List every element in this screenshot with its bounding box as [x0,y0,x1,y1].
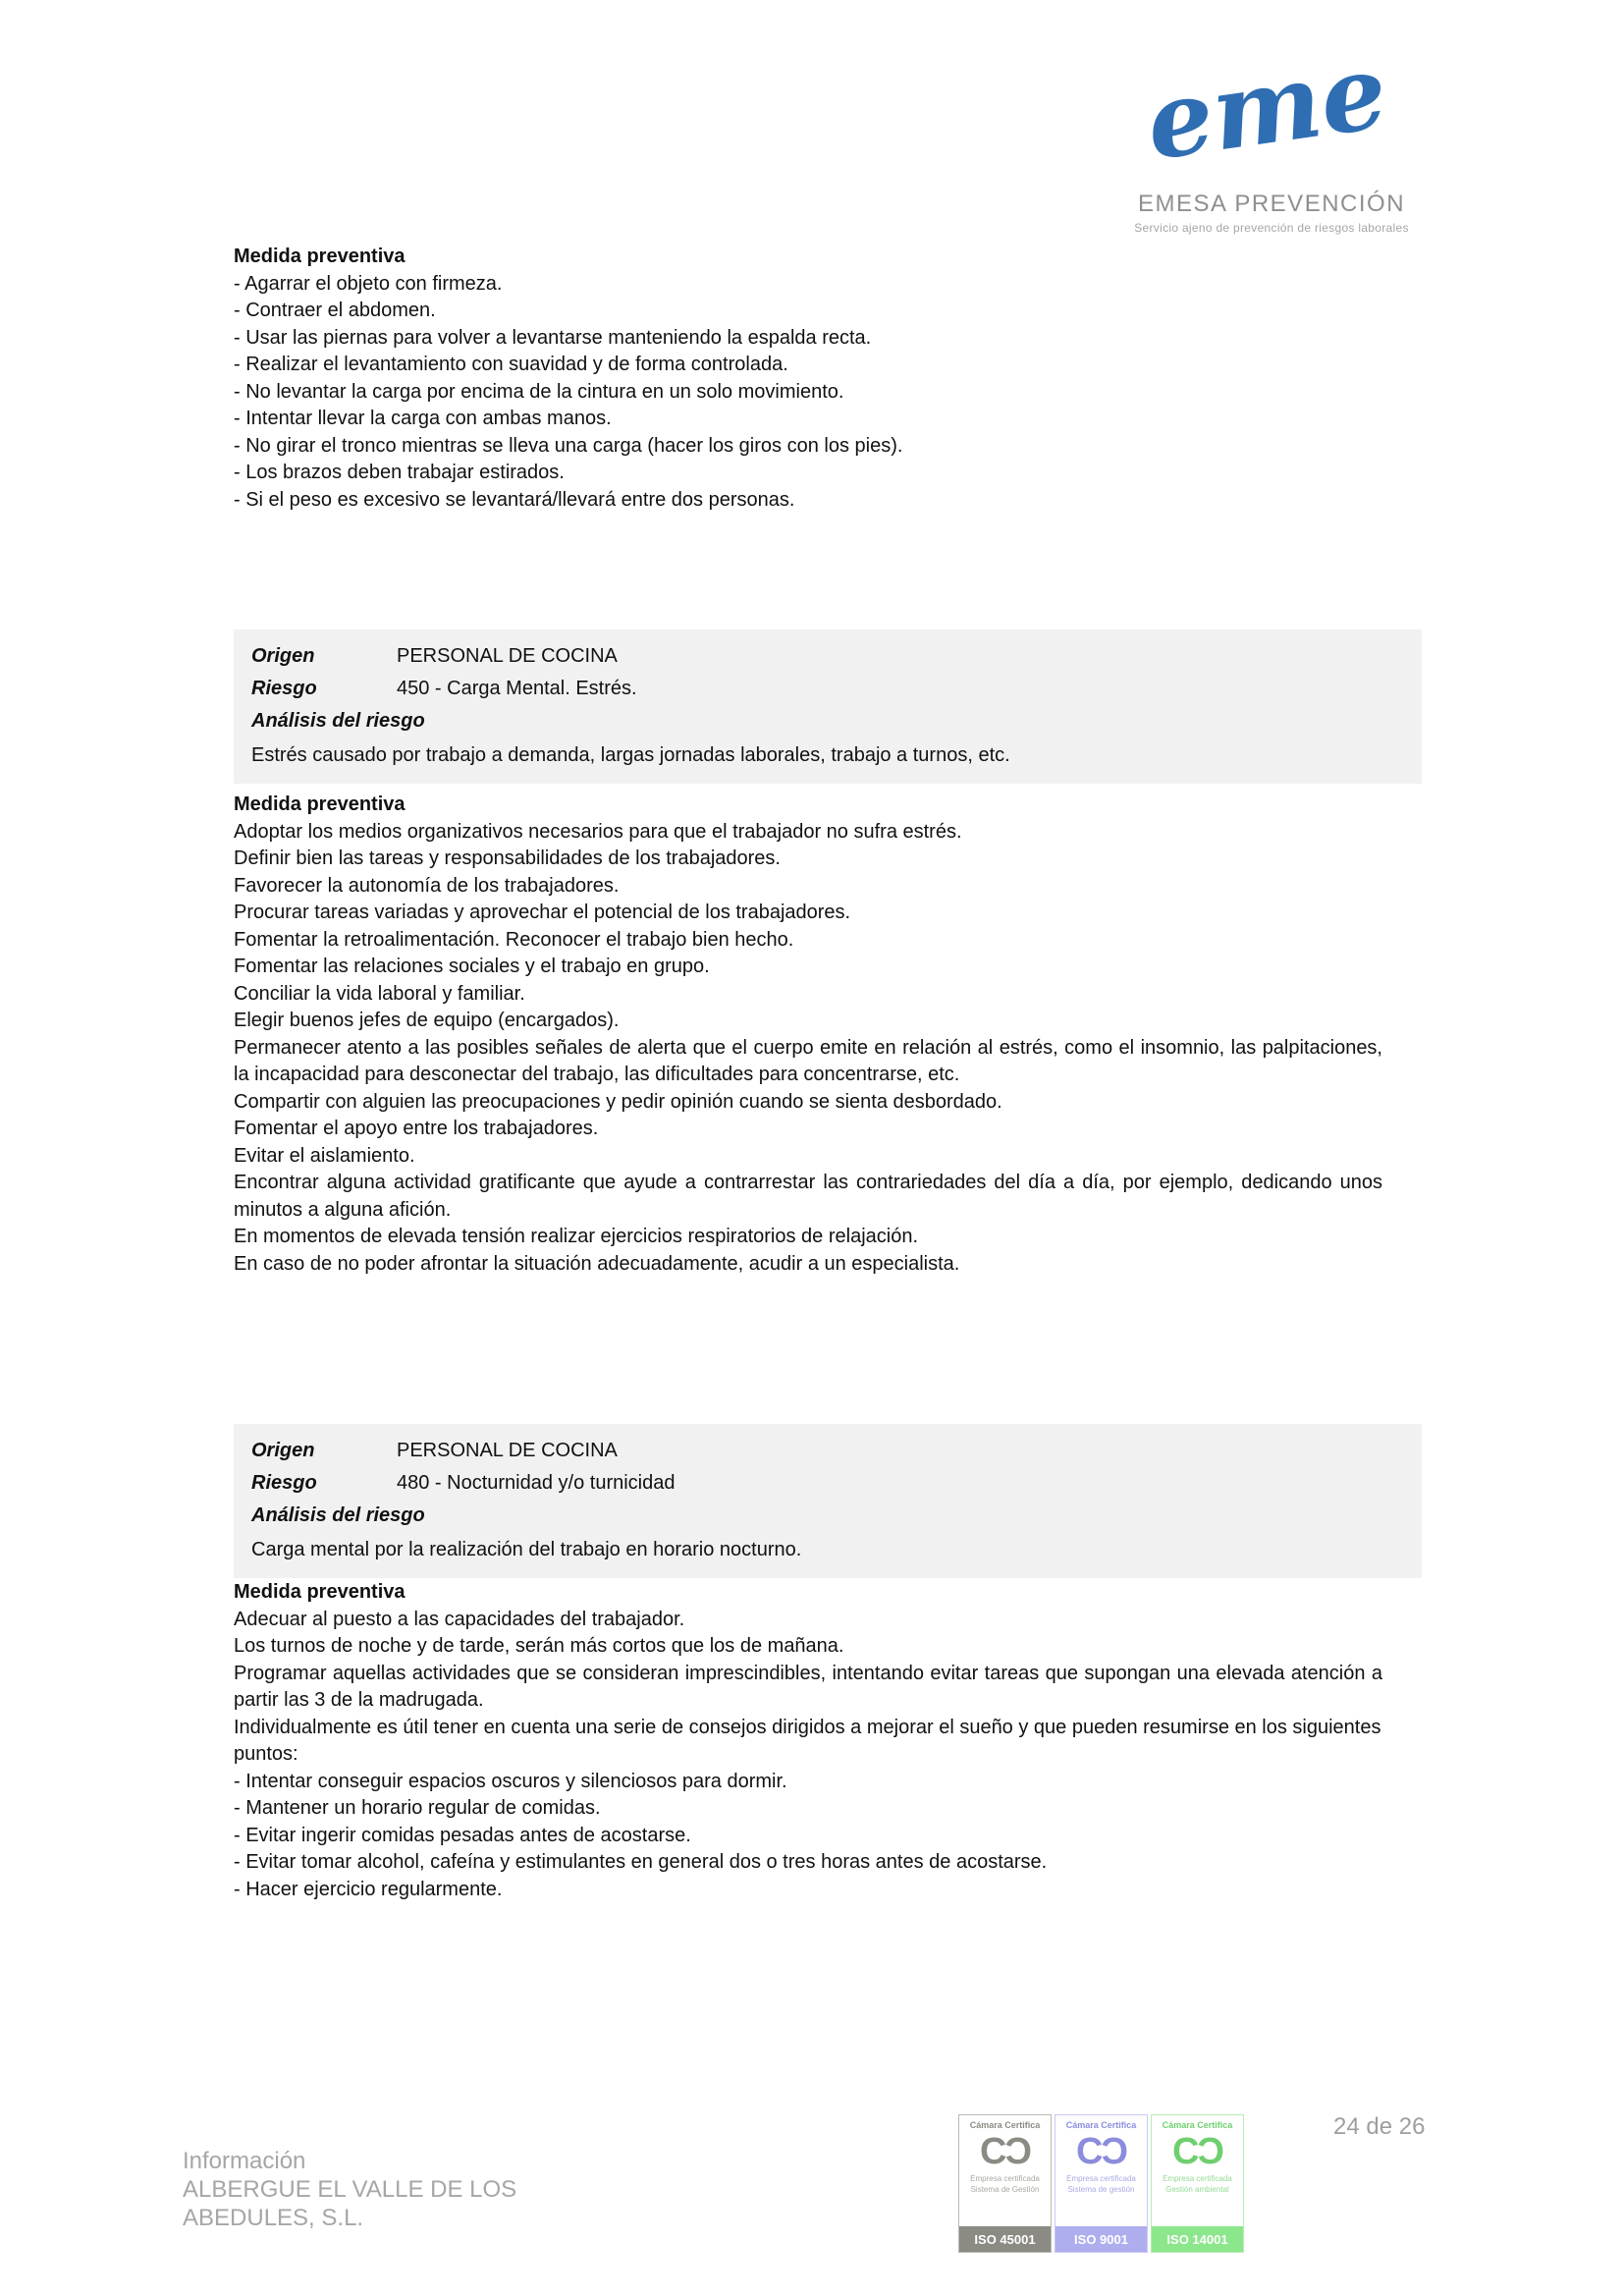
section-title: Medida preventiva [234,246,406,267]
measure-line: Fomentar las relaciones sociales y el trabajo en grupo. [234,956,710,977]
footer-company-info [183,2147,634,2232]
analysis-text: Estrés causado por trabajo a demanda, largas jornadas laborales, trabajo a turnos, etc. [251,744,1010,766]
measure-line: Conciliar la vida laboral y familiar. [234,982,525,1005]
measure-line: Elegir buenos jefes de equipo (encargados). [234,1010,620,1031]
camara-certifica-icon: CƆ [980,2131,1030,2172]
logo-tagline: Servicio ajeno de prevención de riesgos laborales [1134,221,1409,235]
measure-line: - Intentar conseguir espacios oscuros y silenciosos para dormir. [234,1770,787,1792]
section-title: Medida preventiva [234,1581,406,1603]
origin-value: PERSONAL DE COCINA [397,645,618,667]
measure-line: - No girar el tronco mientras se lleva una carga (hacer los giros con los pies). [234,434,903,457]
analysis-label: Análisis del riesgo [251,1504,425,1526]
preventive-measures-block-1 [234,244,1382,514]
preventive-measures-block-2 [234,792,1382,1278]
iso-band: ISO 14001 [1152,2226,1243,2252]
measure-line: Definir bien las tareas y responsabilidades de los trabajadores. [234,847,781,869]
measure-line: Compartir con alguien las preocupaciones y pedir opinión cuando se sienta desbordado. [234,1090,1002,1113]
measure-line: Fomentar el apoyo entre los trabajadores. [234,1118,599,1139]
iso-band: ISO 45001 [959,2226,1051,2252]
iso-9001-badge [1055,2114,1148,2253]
measure-line: Procurar tareas variadas y aprovechar el potencial de los trabajadores. [234,902,851,923]
page-number: 24 de 26 [1333,2113,1426,2140]
footer-company-line1: ALBERGUE EL VALLE DE LOS [183,2176,517,2203]
badge-header: Cámara Certifica [1065,2120,1137,2130]
measure-line: - No levantar la carga por encima de la cintura en un solo movimiento. [234,380,844,403]
badge-header: Cámara Certifica [1162,2120,1233,2130]
badge-line2: Sistema de Gestión [970,2185,1040,2194]
measure-line: Permanecer atento a las posibles señales de alerta que el cuerpo emite en relación al estrés, como el insomnio, las palpitaciones, la incapacidad para desconectar del trabajo, las dificultades para concentrarse, etc. [234,1036,1382,1085]
origin-label: Origen [251,645,315,667]
measure-line: - Mantener un horario regular de comidas. [234,1797,601,1819]
measure-line: Programar aquellas actividades que se consideran imprescindibles, intentando evitar tareas que supongan una elevada atención a partir las 3 de la madrugada. [234,1662,1382,1711]
measure-line: Individualmente es útil tener en cuenta una serie de consejos dirigidos a mejorar el sueño y que pueden resumirse en los siguientes puntos: [234,1716,1381,1765]
analysis-text: Carga mental por la realización del trabajo en horario nocturno. [251,1539,802,1560]
badge-line1: Empresa certificada [970,2174,1040,2183]
origin-row [251,1435,1402,1467]
measure-line: - Usar las piernas para volver a levantarse manteniendo la espalda recta. [234,326,872,349]
camara-certifica-icon: CƆ [1172,2131,1222,2172]
badge-header: Cámara Certifica [969,2120,1041,2130]
iso-band: ISO 9001 [1055,2226,1147,2252]
footer-info-label: Información [183,2148,306,2174]
risk-value: 480 - Nocturnidad y/o turnicidad [397,1472,676,1494]
measure-line: Favorecer la autonomía de los trabajadores. [234,874,620,897]
certification-badges [958,2114,1244,2253]
badge-line2: Sistema de gestión [1067,2185,1135,2194]
measure-line: - Los brazos deben trabajar estirados. [234,462,565,483]
measure-line: - Agarrar el objeto con firmeza. [234,272,503,295]
analysis-label: Análisis del riesgo [251,710,425,732]
measure-line: - Evitar tomar alcohol, cafeína y estimulantes en general dos o tres horas antes de acostarse. [234,1851,1048,1873]
risk-block-480 [234,1424,1422,1578]
badge-line1: Empresa certificada [1163,2174,1232,2183]
origin-label: Origen [251,1440,315,1461]
badge-line2: Gestión ambiental [1165,2185,1229,2194]
measure-line: - Intentar llevar la carga con ambas manos. [234,408,612,429]
measure-line: Adoptar los medios organizativos necesarios para que el trabajador no sufra estrés. [234,820,962,843]
measure-line: - Realizar el levantamiento con suavidad y de forma controlada. [234,354,788,375]
section-title: Medida preventiva [234,793,406,815]
risk-value: 450 - Carga Mental. Estrés. [397,678,637,699]
badge-line1: Empresa certificada [1066,2174,1136,2183]
origin-row [251,640,1402,673]
camara-certifica-icon: CƆ [1076,2131,1126,2172]
origin-value: PERSONAL DE COCINA [397,1440,618,1461]
risk-block-450 [234,629,1422,784]
measure-line: Los turnos de noche y de tarde, serán más cortos que los de mañana. [234,1635,844,1657]
measure-line: En caso de no poder afrontar la situación adecuadamente, acudir a un especialista. [234,1252,960,1275]
logo-brand-text: EMESA PREVENCIÓN [1137,191,1406,217]
measure-line: - Si el peso es excesivo se levantará/llevará entre dos personas. [234,488,795,511]
logo-glyph-text: eme [1139,28,1394,184]
measure-line: Fomentar la retroalimentación. Reconocer el trabajo bien hecho. [234,928,794,951]
measure-line: - Contraer el abdomen. [234,300,436,321]
iso-14001-badge [1151,2114,1244,2253]
measure-line: Encontrar alguna actividad gratificante que ayude a contrarrestar las contrariedades del día a día, por ejemplo, dedicando unos minutos a alguna afición. [234,1172,1382,1221]
measure-line: Evitar el aislamiento. [234,1144,415,1167]
eme-logo-icon [1119,29,1424,187]
preventive-measures-block-3 [234,1579,1382,1903]
measure-line: En momentos de elevada tensión realizar ejercicios respiratorios de relajación. [234,1226,919,1247]
measure-line: Adecuar al puesto a las capacidades del trabajador. [234,1608,685,1630]
measure-line: - Evitar ingerir comidas pesadas antes de acostarse. [234,1824,691,1846]
risk-row [251,1467,1402,1500]
measure-line: - Hacer ejercicio regularmente. [234,1878,503,1900]
iso-45001-badge [958,2114,1052,2253]
risk-label: Riesgo [251,678,317,699]
risk-label: Riesgo [251,1472,317,1494]
company-logo [1119,29,1424,235]
footer-company-line2: ABEDULES, S.L. [183,2205,364,2231]
risk-row [251,673,1402,705]
